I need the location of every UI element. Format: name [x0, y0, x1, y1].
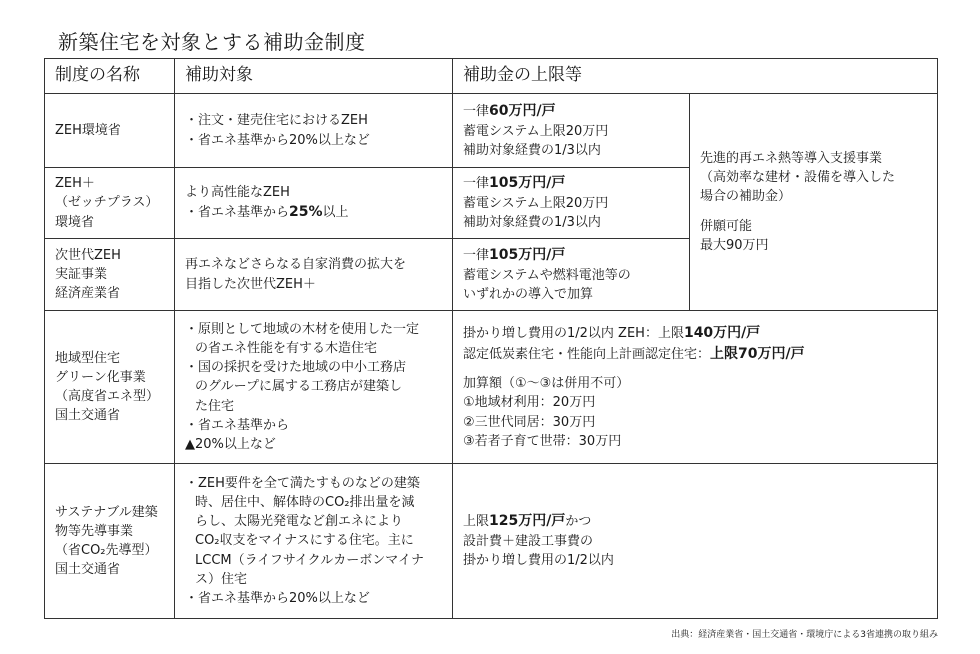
row-name: 地域型住宅 グリーン化事業 （高度省エネ型） 国土交通省 — [45, 311, 175, 464]
page-title: 新築住宅を対象とする補助金制度 — [58, 30, 366, 54]
row-limit: 一律105万円/戸 蓄電システム上限20万円 補助対象経費の1/3以内 — [453, 168, 690, 239]
row-target: より高性能なZEH ・省エネ基準から25%以上 — [175, 168, 453, 239]
source-note: 出典：経済産業省・国土交通省・環境庁による3省連携の取り組み — [671, 630, 938, 640]
subsidy-table — [44, 58, 938, 619]
row-limit: 掛かり増し費用の1/2以内 ZEH：上限140万円/戸 認定低炭素住宅・性能向上計画認定住宅：上限70万円/戸 加算額（①〜③は併用不可） ①地域材利用：20万円 ②三世代同居：30万円 ③若者子育て世帯：30万円 — [453, 311, 938, 464]
row-target: ・注文・建売住宅におけるZEH ・省エネ基準から20%以上など — [175, 94, 453, 168]
table-row — [45, 94, 938, 168]
row-limit: 一律105万円/戸 蓄電システムや燃料電池等の いずれかの導入で加算 — [453, 239, 690, 311]
header-limit: 補助金の上限等 — [453, 59, 938, 94]
table-row — [45, 311, 938, 464]
row-limit: 一律60万円/戸 蓄電システム上限20万円 補助対象経費の1/3以内 — [453, 94, 690, 168]
row-name: 次世代ZEH 実証事業 経済産業省 — [45, 239, 175, 311]
header-target: 補助対象 — [175, 59, 453, 94]
row-limit: 上限125万円/戸かつ 設計費＋建設工事費の 掛かり増し費用の1/2以内 — [453, 464, 938, 619]
header-name: 制度の名称 — [45, 59, 175, 94]
row-target: 再エネなどさらなる自家消費の拡大を 目指した次世代ZEH＋ — [175, 239, 453, 311]
row-name: ZEH＋ （ゼッチプラス） 環境省 — [45, 168, 175, 239]
row-name: サステナブル建築 物等先導事業 （省CO₂先導型） 国土交通省 — [45, 464, 175, 619]
row-target: ・原則として地域の木材を使用した一定 の省エネ性能を有する木造住宅 ・国の採択を受けた地域の中小工務店 のグループに属する工務店が建築し た住宅 ・省エネ基準から ▲20%以上など — [175, 311, 453, 464]
table-header-row — [45, 59, 938, 94]
row-target: ・ZEH要件を全て満たすものなどの建築 時、居住中、解体時のCO₂排出量を減 らし、太陽光発電など創エネにより CO₂収支をマイナスにする住宅。主に LCCM（ライフサイクルカーボンマイナ ス）住宅 ・省エネ基準から20%以上など — [175, 464, 453, 619]
row-name: ZEH環境省 — [45, 94, 175, 168]
side-note: 先進的再エネ熱等導入支援事業 （高効率な建材・設備を導入した 場合の補助金） 併願可能 最大90万円 — [690, 94, 938, 311]
table-row — [45, 464, 938, 619]
